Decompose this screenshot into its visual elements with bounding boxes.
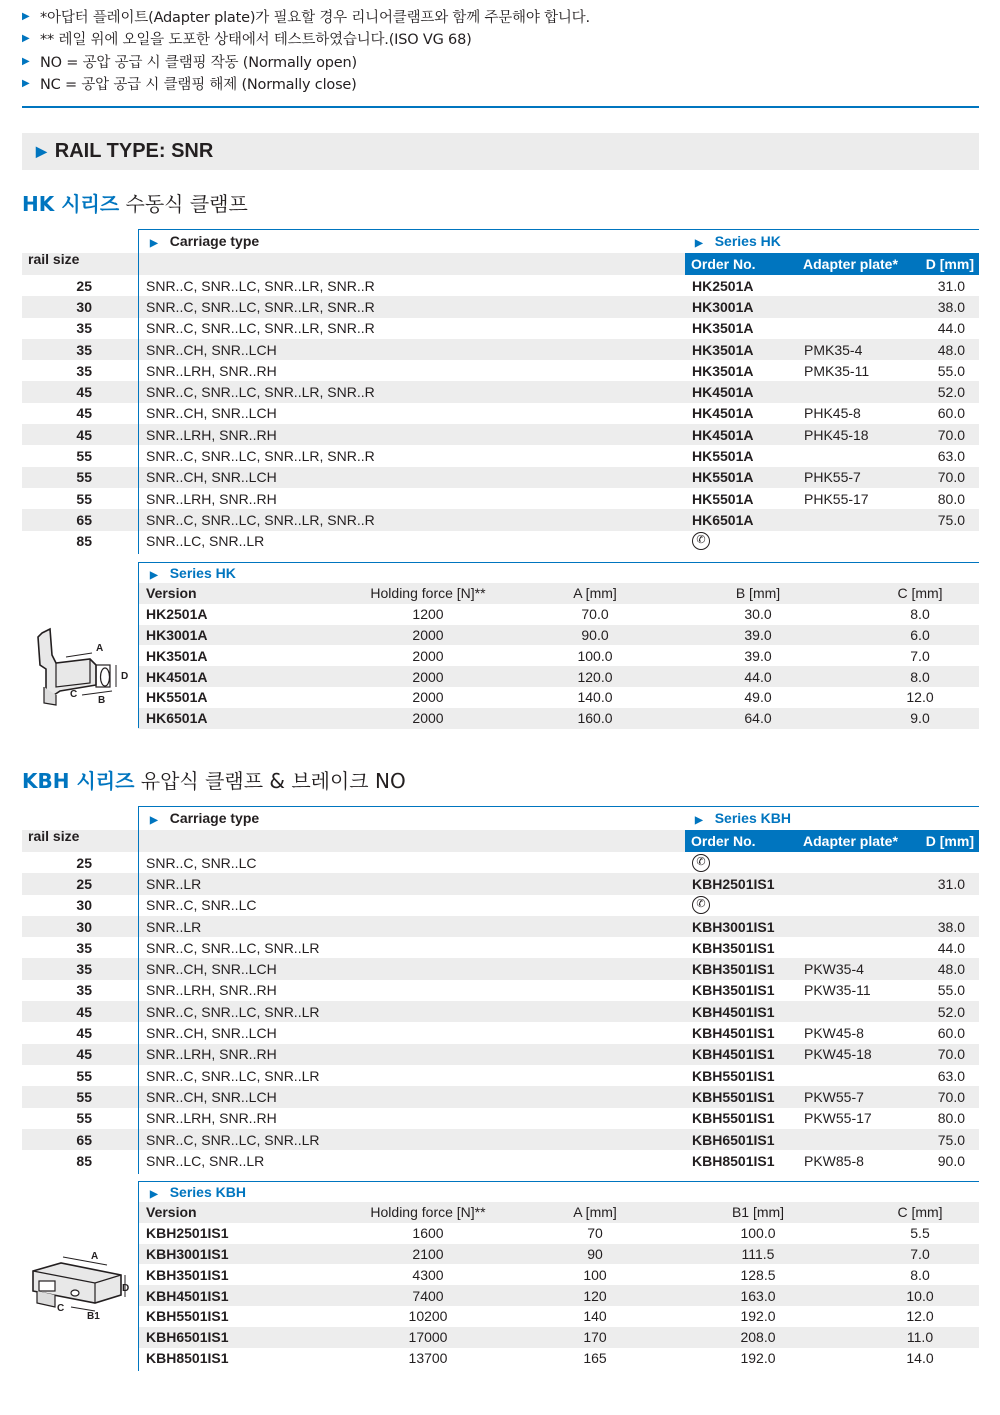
table-row (22, 1065, 979, 1086)
rail-size-cell: 30 (76, 298, 92, 315)
carriage-cell: SNR..LC, SNR..LR (146, 1152, 265, 1169)
table-row (22, 873, 979, 894)
rail-size-cell: 30 (76, 918, 92, 935)
carriage-cell: SNR..LRH, SNR..RH (146, 490, 277, 507)
carriage-cell: SNR..C, SNR..LC, SNR..LR (146, 1067, 320, 1084)
rail-size-cell: 55 (76, 469, 92, 486)
spec-row (138, 687, 979, 708)
b-mm-cell: 192.0 (740, 1308, 776, 1325)
adapter-plate-cell: PHK55-7 (804, 469, 861, 486)
order-no-cell: KBH5501IS1 (692, 1110, 775, 1127)
b-mm-cell: 64.0 (744, 710, 772, 727)
carriage-cell: SNR..C, SNR..LC, SNR..LR, SNR..R (146, 320, 375, 337)
carriage-cell: SNR..C, SNR..LC, SNR..LR (146, 1003, 320, 1020)
triangle-icon: ▶ (150, 570, 158, 581)
table-header: rail size Order No. Adapter plate* D [mm] (22, 253, 979, 275)
table-row (22, 1001, 979, 1022)
d-mm-cell: 80.0 (937, 1110, 965, 1127)
adapter-plate-cell: PMK35-11 (804, 362, 870, 379)
table-row (22, 275, 979, 296)
adapter-plate-cell: PKW35-11 (804, 982, 871, 999)
d-mm-cell: 70.0 (937, 469, 965, 486)
c-mm-cell: 8.0 (910, 668, 930, 685)
b-mm-cell: 44.0 (744, 668, 772, 685)
rail-size-cell: 35 (76, 320, 92, 337)
triangle-icon: ▶ (36, 143, 47, 159)
c-mm-cell: 7.0 (910, 1245, 930, 1262)
table-row (22, 531, 979, 552)
a-mm-cell: 160.0 (577, 710, 613, 727)
b-mm-cell: 100.0 (740, 1225, 776, 1242)
c-mm-cell: 8.0 (910, 1266, 930, 1283)
phone-icon: ✆ (692, 532, 710, 550)
c-mm-cell: 12.0 (906, 1308, 934, 1325)
table-row (22, 895, 979, 916)
a-mm-cell: 170 (583, 1329, 607, 1346)
spec-row (138, 708, 979, 729)
table-row (22, 937, 979, 958)
notes (22, 5, 590, 95)
order-no-cell: HK3501A (692, 341, 754, 358)
rail-size-cell: 45 (76, 1046, 92, 1063)
d-mm-cell: 55.0 (937, 982, 965, 999)
rail-size-cell: 35 (76, 341, 92, 358)
d-mm-cell: 60.0 (937, 1025, 965, 1042)
rail-size-cell: 85 (76, 533, 92, 550)
dim-label-c: C (70, 689, 78, 700)
version-cell: HK4501A (146, 668, 208, 685)
carriage-cell: SNR..LC, SNR..LR (146, 533, 265, 550)
kbh-clamp-diagram (25, 1245, 140, 1325)
adapter-plate-cell: PKW55-17 (804, 1110, 872, 1127)
a-mm-cell: 90 (587, 1245, 603, 1262)
carriage-cell: SNR..C, SNR..LC (146, 854, 257, 871)
version-cell: HK2501A (146, 606, 208, 623)
b-mm-cell: 128.5 (740, 1266, 776, 1283)
b-mm-cell: 30.0 (744, 606, 772, 623)
adapter-plate-cell: PHK45-8 (804, 405, 861, 422)
table-row (22, 318, 979, 339)
spec-row (138, 666, 979, 687)
dim-label-d: D (121, 671, 129, 682)
triangle-bullet-icon: ▶ (22, 55, 30, 67)
carriage-cell: SNR..C, SNR..LC, SNR..LR (146, 1131, 320, 1148)
adapter-plate-cell: PKW55-7 (804, 1088, 864, 1105)
d-mm-cell: 55.0 (937, 362, 965, 379)
table-row (22, 360, 979, 381)
b-mm-cell: 39.0 (744, 626, 772, 643)
rail-size-cell: 25 (76, 875, 92, 892)
note-item: ▶ NO = 공압 공급 시 클램핑 작동 (Normally open) (22, 54, 357, 71)
carriage-cell: SNR..CH, SNR..LCH (146, 405, 277, 422)
adapter-plate-cell: PMK35-4 (804, 341, 863, 358)
table-row (22, 1022, 979, 1043)
divider (22, 106, 979, 108)
table-row (22, 424, 979, 445)
holding-force-cell: 1200 (412, 606, 444, 623)
d-mm-cell: 63.0 (937, 1067, 965, 1084)
version-cell: KBH6501IS1 (146, 1329, 229, 1346)
rail-size-cell: 45 (76, 384, 92, 401)
phone-icon: ✆ (692, 896, 710, 914)
order-no-cell: HK5501A (692, 469, 754, 486)
carriage-cell: SNR..C, SNR..LC, SNR..LR, SNR..R (146, 384, 375, 401)
carriage-cell: SNR..CH, SNR..LCH (146, 469, 277, 486)
kbh-spec-table: ▶ Series KBH Version Holding force [N]** A [mm] B1 [mm] C [mm] KBH2501IS1 1600 70 100.0 5.5 KBH3001IS1 2100 90 111.5 7.0 KBH3501IS1 4300 100 128.5 8.0 KBH4501IS1 7400 120 163.0 10.0 KBH5501IS1 10200 140 192.0 12.0 KBH6501IS1 17000 170 208.0 11.0 KBH8501IS1 13700 165 192.0 14.0 (22, 1181, 979, 1368)
table-row (22, 445, 979, 466)
holding-force-cell: 2000 (412, 668, 444, 685)
carriage-cell: SNR..C, SNR..LC, SNR..LR, SNR..R (146, 277, 375, 294)
d-mm-cell: 70.0 (937, 426, 965, 443)
order-no-cell (692, 895, 710, 916)
holding-force-cell: 2000 (412, 647, 444, 664)
order-no-cell: KBH6501IS1 (692, 1131, 775, 1148)
d-mm-cell: 60.0 (937, 405, 965, 422)
c-mm-cell: 5.5 (910, 1225, 930, 1242)
order-no-cell: HK4501A (692, 384, 754, 401)
carriage-cell: SNR..LR (146, 918, 202, 935)
kbh-heading: KBH 시리즈 유압식 클램프 & 브레이크 NO (22, 769, 406, 793)
spec-row (138, 1223, 979, 1244)
a-mm-cell: 100 (583, 1266, 607, 1283)
c-mm-cell: 11.0 (906, 1329, 934, 1346)
rail-size-cell: 35 (76, 362, 92, 379)
d-mm-cell: 75.0 (937, 1131, 965, 1148)
rail-size-cell: 55 (76, 490, 92, 507)
kbh-rows (22, 852, 979, 1171)
note-item: ▶ *아답터 플레이트(Adapter plate)가 필요할 경우 리니어클램프와 함께 주문해야 합니다. (22, 9, 590, 26)
a-mm-cell: 70 (587, 1225, 603, 1242)
c-mm-cell: 8.0 (910, 606, 930, 623)
holding-force-cell: 13700 (408, 1349, 448, 1366)
dim-label-a: A (91, 1251, 99, 1262)
order-no-cell (692, 531, 710, 552)
version-cell: KBH3501IS1 (146, 1266, 229, 1283)
rail-size-cell: 35 (76, 982, 92, 999)
adapter-plate-cell: PHK45-18 (804, 426, 869, 443)
spec-header: Version Holding force [N]** A [mm] B1 [mm] C [mm] (138, 1202, 979, 1223)
d-mm-cell: 75.0 (937, 511, 965, 528)
rail-size-cell: 65 (76, 511, 92, 528)
d-mm-cell: 38.0 (937, 918, 965, 935)
b-mm-cell: 192.0 (740, 1349, 776, 1366)
table-row (22, 509, 979, 530)
order-no-cell: KBH4501IS1 (692, 1046, 775, 1063)
order-no-cell: KBH4501IS1 (692, 1003, 775, 1020)
order-no-cell: HK5501A (692, 490, 754, 507)
table-row (22, 488, 979, 509)
version-cell: KBH2501IS1 (146, 1225, 229, 1242)
d-mm-cell: 31.0 (937, 875, 965, 892)
carriage-cell: SNR..C, SNR..LC (146, 897, 257, 914)
spec-header: Version Holding force [N]** A [mm] B [mm] C [mm] (138, 583, 979, 604)
triangle-bullet-icon: ▶ (22, 78, 30, 90)
carriage-cell: SNR..LRH, SNR..RH (146, 426, 277, 443)
order-no-cell: HK4501A (692, 405, 754, 422)
d-mm-cell: 70.0 (937, 1088, 965, 1105)
c-mm-cell: 14.0 (906, 1349, 934, 1366)
d-mm-cell: 80.0 (937, 490, 965, 507)
spec-row (138, 625, 979, 646)
version-cell: HK5501A (146, 689, 208, 706)
triangle-icon: ▶ (150, 815, 158, 826)
a-mm-cell: 140.0 (577, 689, 613, 706)
adapter-plate-cell: PKW45-18 (804, 1046, 872, 1063)
rail-size-cell: 45 (76, 405, 92, 422)
hk-spec-table: ▶ Series HK Version Holding force [N]** A [mm] B [mm] C [mm] HK2501A 1200 70.0 30.0 8.0 HK3001A 2000 90.0 39.0 6.0 HK3501A 2000 100.0 39.0 7.0 HK4501A 2000 120.0 44.0 8.0 HK5501A 2000 140.0 49.0 12.0 HK6501A 2000 160.0 64.0 9.0 (22, 562, 979, 729)
order-no-cell: KBH4501IS1 (692, 1025, 775, 1042)
version-cell: KBH3001IS1 (146, 1245, 229, 1262)
c-mm-cell: 9.0 (910, 710, 930, 727)
spec-row (138, 1348, 979, 1369)
dim-label-c: C (57, 1303, 65, 1314)
version-cell: HK3001A (146, 626, 208, 643)
table-row (22, 958, 979, 979)
rail-size-cell: 30 (76, 897, 92, 914)
b-mm-cell: 49.0 (744, 689, 772, 706)
table-row (22, 1044, 979, 1065)
table-row (22, 1150, 979, 1171)
holding-force-cell: 4300 (412, 1266, 444, 1283)
version-cell: KBH5501IS1 (146, 1308, 229, 1325)
dim-label-a: A (96, 643, 104, 654)
rail-size-cell: 25 (76, 854, 92, 871)
table-row (22, 296, 979, 317)
c-mm-cell: 12.0 (906, 689, 934, 706)
rail-size-cell: 65 (76, 1131, 92, 1148)
b-mm-cell: 111.5 (741, 1245, 775, 1262)
note-item: ▶ NC = 공압 공급 시 클램핑 해제 (Normally close) (22, 77, 357, 94)
table-row (22, 980, 979, 1001)
hk-table (22, 229, 979, 552)
table-row (22, 339, 979, 360)
dim-label-b: B (98, 695, 106, 706)
c-mm-cell: 10.0 (906, 1287, 934, 1304)
table-row (22, 916, 979, 937)
order-no-cell: HK3501A (692, 320, 754, 337)
d-mm-cell: 52.0 (937, 1003, 965, 1020)
order-no-cell: KBH5501IS1 (692, 1067, 775, 1084)
triangle-icon: ▶ (150, 1189, 158, 1200)
kbh-table (22, 806, 979, 1171)
order-no-cell: HK3001A (692, 298, 754, 315)
adapter-plate-cell: PKW85-8 (804, 1152, 864, 1169)
holding-force-cell: 10200 (408, 1308, 448, 1325)
d-mm-cell: 44.0 (937, 320, 965, 337)
rail-size-cell: 45 (76, 426, 92, 443)
table-header: rail size Order No. Adapter plate* D [mm] (22, 830, 979, 852)
adapter-plate-cell: PHK55-17 (804, 490, 869, 507)
carriage-cell: SNR..CH, SNR..LCH (146, 961, 277, 978)
carriage-cell: SNR..LRH, SNR..RH (146, 362, 277, 379)
holding-force-cell: 1600 (412, 1225, 444, 1242)
order-no-cell: KBH3501IS1 (692, 961, 775, 978)
order-no-cell: HK3501A (692, 362, 754, 379)
triangle-bullet-icon: ▶ (22, 33, 30, 45)
d-mm-cell: 63.0 (937, 448, 965, 465)
d-mm-cell: 70.0 (937, 1046, 965, 1063)
rail-size-cell: 55 (76, 448, 92, 465)
carriage-cell: SNR..LRH, SNR..RH (146, 1110, 277, 1127)
a-mm-cell: 140 (583, 1308, 607, 1325)
d-mm-cell: 48.0 (937, 341, 965, 358)
section-bar (22, 133, 979, 170)
holding-force-cell: 2000 (412, 710, 444, 727)
d-mm-cell: 31.0 (937, 277, 965, 294)
c-mm-cell: 7.0 (910, 647, 930, 664)
carriage-cell: SNR..LRH, SNR..RH (146, 982, 277, 999)
rail-size-cell: 45 (76, 1025, 92, 1042)
carriage-cell: SNR..LR (146, 875, 202, 892)
holding-force-cell: 17000 (408, 1329, 448, 1346)
hk-heading: HK 시리즈 수동식 클램프 (22, 192, 248, 216)
version-cell: KBH8501IS1 (146, 1349, 229, 1366)
table-header-top: ▶ Carriage type ▶ Series HK (22, 229, 979, 253)
rail-size-cell: 55 (76, 1088, 92, 1105)
a-mm-cell: 165 (583, 1349, 607, 1366)
table-row (22, 1086, 979, 1107)
a-mm-cell: 120.0 (577, 668, 613, 685)
d-mm-cell: 48.0 (937, 961, 965, 978)
table-row (22, 852, 979, 873)
carriage-cell: SNR..CH, SNR..LCH (146, 1088, 277, 1105)
spec-row (138, 1264, 979, 1285)
table-row (22, 467, 979, 488)
spec-row (138, 604, 979, 625)
adapter-plate-cell: PKW35-4 (804, 961, 864, 978)
rail-size-cell: 25 (76, 277, 92, 294)
carriage-cell: SNR..C, SNR..LC, SNR..LR, SNR..R (146, 511, 375, 528)
dim-label-b1: B1 (87, 1311, 100, 1322)
table-header-top: ▶ Carriage type ▶ Series KBH (22, 806, 979, 830)
order-no-cell: HK6501A (692, 511, 754, 528)
version-cell: KBH4501IS1 (146, 1287, 229, 1304)
b-mm-cell: 39.0 (744, 647, 772, 664)
note-item: ▶ ** 레일 위에 오일을 도포한 상태에서 테스트하였습니다.(ISO VG 68) (22, 32, 472, 49)
d-mm-cell: 44.0 (937, 939, 965, 956)
b-mm-cell: 208.0 (740, 1329, 776, 1346)
hk-rows (22, 275, 979, 552)
order-no-cell: KBH8501IS1 (692, 1152, 775, 1169)
phone-icon: ✆ (692, 854, 710, 872)
version-cell: HK3501A (146, 647, 208, 664)
spec-row (138, 1306, 979, 1327)
holding-force-cell: 2000 (412, 626, 444, 643)
d-mm-cell: 38.0 (937, 298, 965, 315)
rail-size-cell: 55 (76, 1067, 92, 1084)
table-row (22, 1129, 979, 1150)
triangle-bullet-icon: ▶ (22, 10, 30, 22)
spec-row (138, 1244, 979, 1265)
carriage-cell: SNR..CH, SNR..LCH (146, 341, 277, 358)
triangle-icon: ▶ (695, 815, 703, 826)
dim-label-d: D (122, 1283, 130, 1294)
section-title: RAIL TYPE: SNR (54, 140, 214, 162)
order-no-cell: KBH2501IS1 (692, 875, 775, 892)
order-no-cell: HK5501A (692, 448, 754, 465)
holding-force-cell: 7400 (412, 1287, 444, 1304)
triangle-icon: ▶ (695, 238, 703, 249)
d-mm-cell: 90.0 (937, 1152, 965, 1169)
table-row (22, 1108, 979, 1129)
a-mm-cell: 90.0 (581, 626, 609, 643)
rail-size-cell: 35 (76, 939, 92, 956)
rail-size-cell: 55 (76, 1110, 92, 1127)
b-mm-cell: 163.0 (740, 1287, 776, 1304)
table-row (22, 381, 979, 402)
triangle-icon: ▶ (150, 238, 158, 249)
a-mm-cell: 70.0 (581, 606, 609, 623)
order-no-cell: KBH3001IS1 (692, 918, 775, 935)
carriage-cell: SNR..C, SNR..LC, SNR..LR, SNR..R (146, 448, 375, 465)
order-no-cell: HK4501A (692, 426, 754, 443)
order-no-cell (692, 852, 710, 873)
rail-size-cell: 45 (76, 1003, 92, 1020)
adapter-plate-cell: PKW45-8 (804, 1025, 864, 1042)
a-mm-cell: 100.0 (577, 647, 613, 664)
order-no-cell: KBH3501IS1 (692, 939, 775, 956)
d-mm-cell: 52.0 (937, 384, 965, 401)
carriage-cell: SNR..LRH, SNR..RH (146, 1046, 277, 1063)
carriage-cell: SNR..C, SNR..LC, SNR..LR, SNR..R (146, 298, 375, 315)
spec-row (138, 1285, 979, 1306)
table-row (22, 403, 979, 424)
rail-size-cell: 85 (76, 1152, 92, 1169)
spec-row (138, 1327, 979, 1348)
version-cell: HK6501A (146, 710, 208, 727)
holding-force-cell: 2100 (412, 1245, 444, 1262)
order-no-cell: HK2501A (692, 277, 754, 294)
carriage-cell: SNR..C, SNR..LC, SNR..LR (146, 939, 320, 956)
order-no-cell: KBH3501IS1 (692, 982, 775, 999)
carriage-cell: SNR..CH, SNR..LCH (146, 1025, 277, 1042)
c-mm-cell: 6.0 (910, 626, 930, 643)
holding-force-cell: 2000 (412, 689, 444, 706)
a-mm-cell: 120 (583, 1287, 607, 1304)
spec-row (138, 645, 979, 666)
rail-size-cell: 35 (76, 961, 92, 978)
order-no-cell: KBH5501IS1 (692, 1088, 775, 1105)
hk-clamp-diagram (30, 625, 140, 710)
